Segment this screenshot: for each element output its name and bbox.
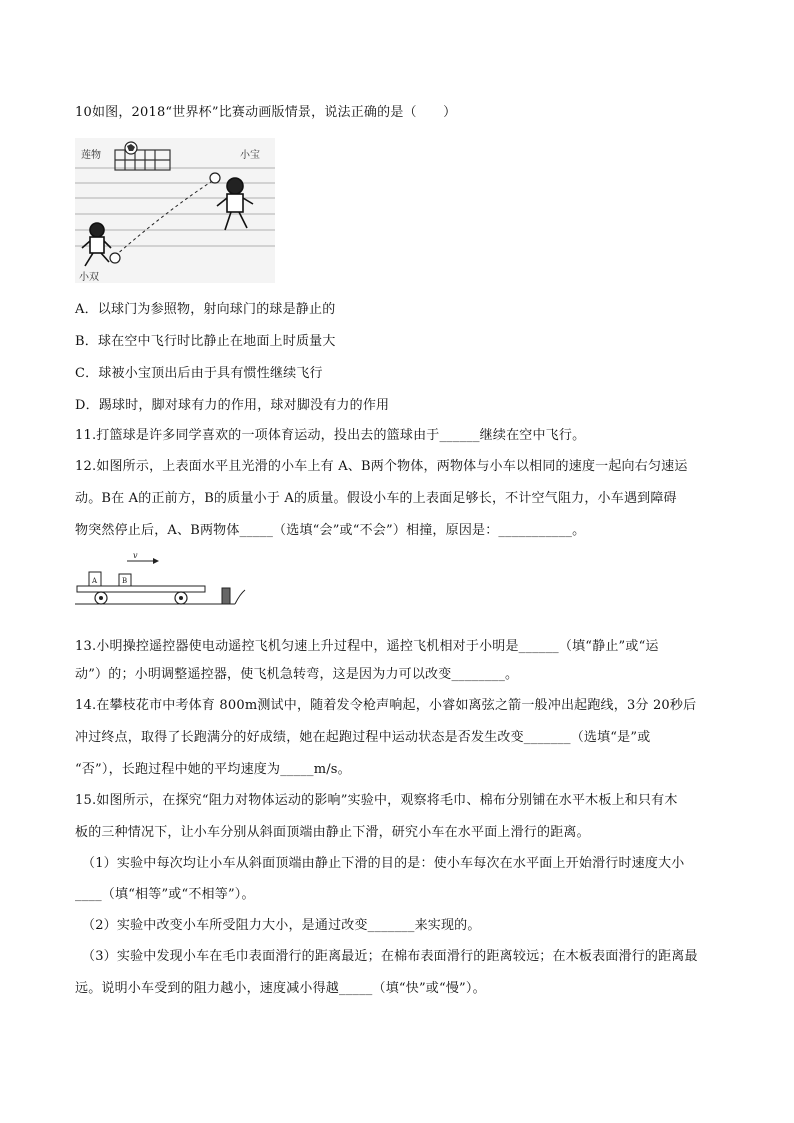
velocity-label: v [133, 551, 138, 560]
q11-text: 11.打篮球是许多同学喜欢的一项体育运动，投出去的篮球由于______继续在空中飞行。 [75, 428, 586, 443]
block-a-label: A [92, 577, 98, 585]
q15-line-2: 板的三种情况下，让小车分别从斜面顶端由静止下滑，研究小车在水平面上滑行的距离。 [75, 825, 590, 840]
q13-line-1: 13.小明操控遥控器使电动遥控飞机匀速上升过程中，遥控飞机相对于小明是______（填“静止”或“运 [75, 639, 659, 654]
q10-stem: 10如图，2018“世界杯”比赛动画版情景，说法正确的是（ ） [75, 105, 457, 120]
q10-option-c: C．球被小宝顶出后由于具有惯性继续飞行 [75, 366, 323, 381]
block-b-label: B [122, 577, 128, 585]
q10-option-b: B．球在空中飞行时比静止在地面上时质量大 [75, 334, 336, 349]
q10-option-a: A．以球门为参照物，射向球门的球是静止的 [75, 302, 336, 317]
q10-option-d: D．踢球时，脚对球有力的作用，球对脚没有力的作用 [75, 398, 390, 413]
q15-sub-3-line-1: （3）实验中发现小车在毛巾表面滑行的距离最近；在棉布表面滑行的距离较远；在木板表面滑行的距离最 [82, 949, 698, 964]
q15-sub-2: （2）实验中改变小车所受阻力大小，是通过改变_______来实现的。 [82, 918, 481, 933]
q14-line-3: “否”），长跑过程中她的平均速度为_____m/s。 [75, 762, 351, 777]
obstacle [222, 588, 230, 604]
q14-line-1: 14.在攀枝花市中考体育 800m测试中，随着发令枪声响起，小睿如离弦之箭一般冲出起跑线，3分 20秒后 [75, 698, 697, 713]
q15-sub-1-line-2: ____（填“相等”或“不相等”）。 [75, 887, 255, 902]
label-bottom: 小双 [79, 272, 99, 283]
q12-figure [75, 550, 250, 612]
soccer-scene-illustration [75, 138, 275, 283]
q13-line-2: 动”）的；小明调整遥控器，使飞机急转弯，这是因为力可以改变________。 [75, 667, 519, 682]
q12-line-1: 12.如图所示，上表面水平且光滑的小车上有 A、B两个物体，两物体与小车以相同的速度一起向右匀速运 [75, 459, 688, 474]
label-right: 小宝 [240, 150, 260, 161]
q15-sub-1-line-1: （1）实验中每次均让小车从斜面顶端由静止下滑的目的是：使小车每次在水平面上开始滑行时速度大小 [82, 856, 685, 871]
q14-line-2: 冲过终点，取得了长跑满分的好成绩，她在起跑过程中运动状态是否发生改变_______（选填“是”或 [75, 730, 651, 745]
q15-sub-3-line-2: 远。说明小车受到的阻力越小，速度减小得越_____（填“快”或“慢”）。 [75, 981, 486, 996]
q15-line-1: 15.如图所示，在探究“阻力对物体运动的影响”实验中，观察将毛巾、棉布分别铺在水平木板上和只有木 [75, 793, 678, 808]
q10-figure [75, 138, 275, 283]
q12-line-2: 动。B在 A的正前方，B的质量小于 A的质量。假设小车的上表面足够长，不计空气阻力，小车遇到障碍 [75, 491, 677, 506]
cart-deck [77, 586, 205, 592]
cart-obstacle-diagram [75, 550, 250, 612]
label-left: 莲物 [81, 150, 101, 161]
q12-line-3: 物突然停止后，A、B两物体_____（选填“会”或“不会”）相撞，原因是：___________。 [75, 523, 586, 538]
